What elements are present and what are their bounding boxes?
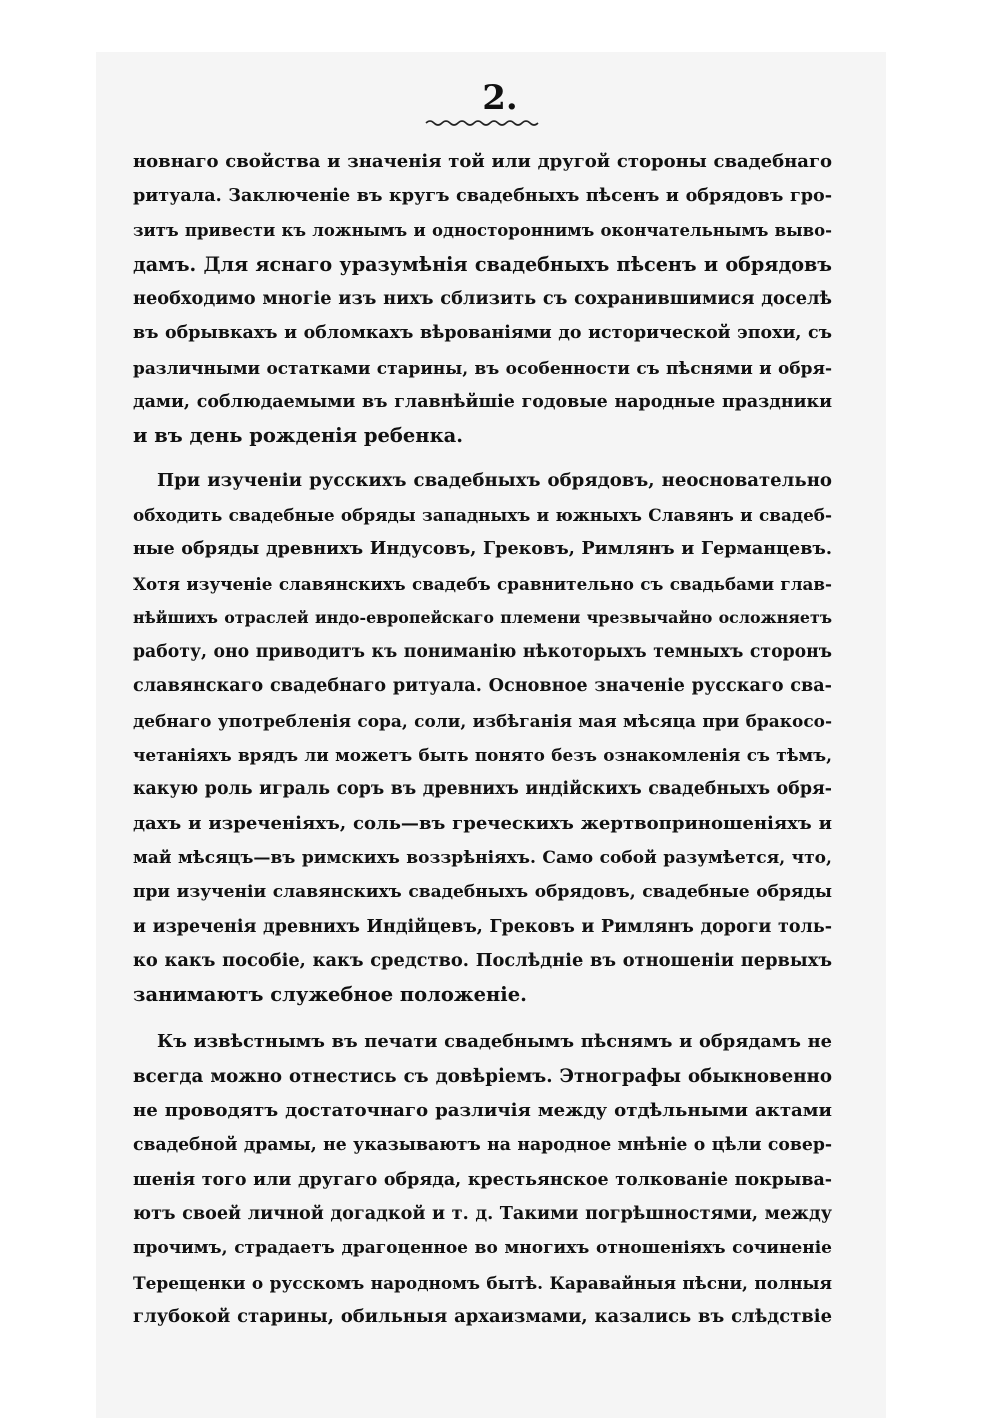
text-line: славянскаго свадебнаго ритуала. Основное значеніе русскаго сва- [133, 675, 832, 697]
paragraph-2 [133, 464, 832, 1013]
text-line: дами, соблюдаемыми въ главнѣйшіе годовые народные праздники [133, 392, 832, 413]
text-line: и въ день рожденія ребенка. [133, 424, 464, 448]
text-line: ко какъ пособіе, какъ средство. Послѣдніе въ отношеніи первыхъ [133, 949, 832, 971]
text-line: При изученіи русскихъ свадебныхъ обрядовъ, неосновательно [157, 469, 832, 491]
text-line: Терещенки о русскомъ народномъ бытѣ. Каравайныя пѣсни, полныя [133, 1272, 832, 1293]
text-line: Хотя изученіе славянскихъ свадебъ сравнительно съ свадьбами глав- [133, 573, 832, 594]
text-line: шенія того или другаго обряда, крестьянское толкованіе покрыва- [133, 1169, 832, 1190]
text-line: необходимо многіе изъ нихъ сблизить съ сохранившимися доселѣ [133, 288, 832, 310]
text-line: май мѣсяцъ—въ римскихъ воззрѣніяхъ. Само собой разумѣется, что, [133, 847, 832, 868]
paragraph-3 [133, 1025, 832, 1334]
paragraph-1 [133, 145, 832, 454]
wavy-ornament [424, 118, 542, 128]
text-line: свадебной драмы, не указываютъ на народное мнѣніе о цѣли совер- [133, 1135, 832, 1156]
page-number: 2. [482, 78, 518, 118]
text-line: работу, оно приводитъ къ пониманію нѣкоторыхъ темныхъ сторонъ [133, 642, 832, 663]
text-line: не проводятъ достаточнаго различія между отдѣльными актами [133, 1100, 832, 1122]
text-line: дебнаго употребленія сора, соли, избѣганія мая мѣсяца при бракосо- [133, 710, 832, 731]
text-line: новнаго свойства и значенія той или другой стороны свадебнаго [133, 151, 832, 172]
text-line: нѣйшихъ отраслей индо-европейскаго племени чрезвычайно осложняетъ [133, 607, 832, 627]
text-line: въ обрывкахъ и обломкахъ вѣрованіями до исторической эпохи, съ [133, 323, 832, 344]
text-line: различными остатками старины, въ особенности съ пѣснями и обря- [133, 357, 832, 378]
text-line: обходить свадебные обряды западныхъ и южныхъ Славянъ и свадеб- [133, 504, 832, 525]
text-line: при изученіи славянскихъ свадебныхъ обрядовъ, свадебные обряды [133, 882, 832, 903]
text-line: ритуала. Заключеніе въ кругъ свадебныхъ пѣсенъ и обрядовъ гро- [133, 186, 832, 207]
text-line: какую роль играль соръ въ древнихъ индійскихъ свадебныхъ обря- [133, 779, 832, 800]
text-line: четаніяхъ врядъ ли можетъ быть понято безъ ознакомленія съ тѣмъ, [133, 745, 832, 766]
text-line: дамъ. Для яснаго уразумѣнія свадебныхъ пѣсенъ и обрядовъ [133, 252, 832, 276]
text-line: зитъ привести къ ложнымъ и одностороннимъ окончательнымъ выво- [133, 220, 832, 240]
text-line: Къ извѣстнымъ въ печати свадебнымъ пѣснямъ и обрядамъ не [157, 1031, 832, 1053]
text-line: занимаютъ служебное положеніе. [133, 983, 527, 1007]
text-line: дахъ и изреченіяхъ, соль—въ греческихъ жертвоприношеніяхъ и [133, 812, 832, 834]
text-line: ные обряды древнихъ Индусовъ, Грековъ, Римлянъ и Германцевъ. [133, 539, 832, 560]
text-line: и изреченія древнихъ Индійцевъ, Грековъ и Римлянъ дороги толь- [133, 916, 832, 937]
body-text [133, 145, 832, 1334]
text-line: прочимъ, страдаетъ драгоценное во многихъ отношеніяхъ сочиненіе [133, 1238, 832, 1259]
text-line: ютъ своей личной догадкой и т. д. Такими погрѣшностями, между [133, 1202, 832, 1224]
text-line: глубокой старины, обильныя архаизмами, казались въ слѣдствіе [133, 1305, 832, 1327]
text-line: всегда можно отнестись съ довѣріемъ. Этнографы обыкновенно [133, 1065, 832, 1087]
